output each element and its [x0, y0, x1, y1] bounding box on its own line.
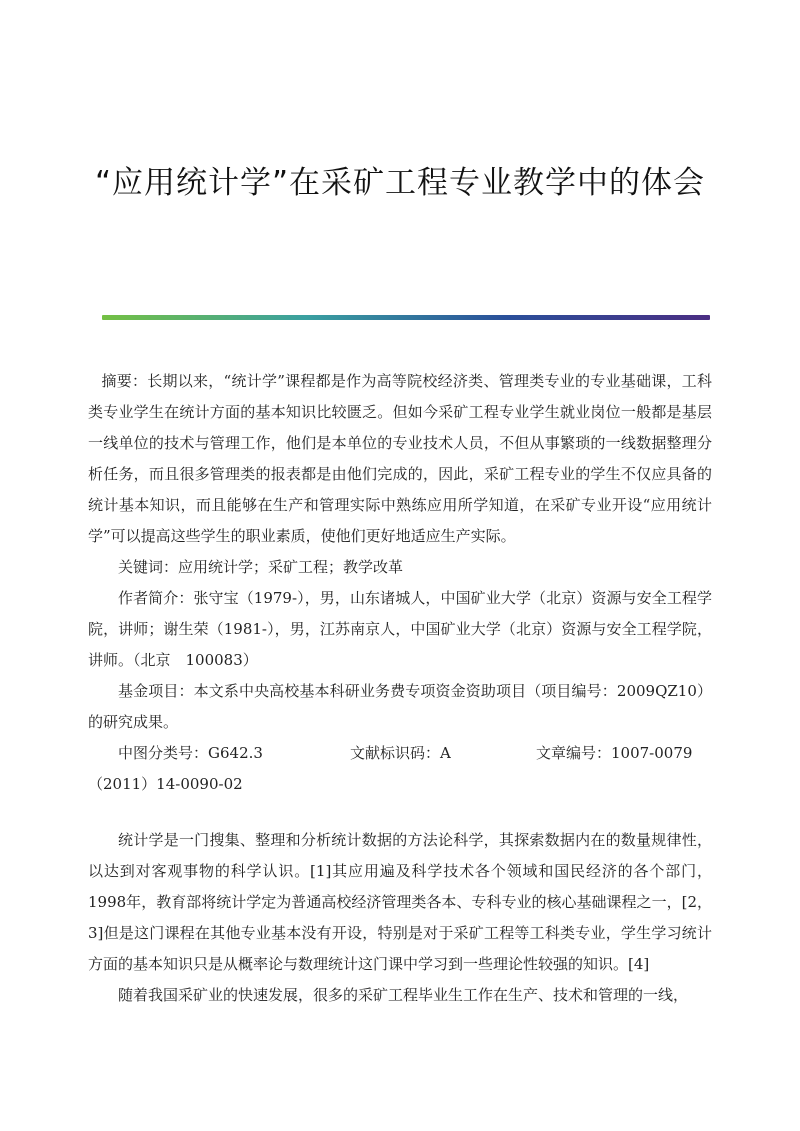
author-info: 作者简介：张守宝（1979-），男，山东诸城人，中国矿业大学（北京）资源与安全工程学院，讲师；谢生荣（1981-），男，江苏南京人，中国矿业大学（北京）资源与安全工程学院，讲师。（北京 100083） — [88, 589, 712, 669]
body-paragraph-1: 统计学是一门搜集、整理和分析统计数据的方法论科学，其探索数据内在的数量规律性，以达到对客观事物的科学认识。[1]其应用遍及科学技术各个领域和国民经济的各个部门，1998年，教育部将统计学定为普通高校经济管理类各本、专科专业的核心基础课程之一，[2，3]但是这门课程在其他专业基本没有开设，特别是对于采矿工程等工科类专业，学生学习统计方面的基本知识只是从概率论与数理统计这门课中学习到一些理论性较强的知识。[4] — [88, 831, 712, 973]
body-paragraph-2: 随着我国采矿业的快速发展，很多的采矿工程毕业生工作在生产、技术和管理的一线， — [118, 986, 689, 1004]
keywords-line: 关键词：应用统计学；采矿工程；教学改革 — [118, 558, 404, 576]
front-matter — [88, 366, 712, 800]
main-body — [88, 825, 712, 1011]
article-number: 文章编号：1007-0079 — [536, 744, 693, 762]
clc-number: 中图分类号：G642.3 — [118, 744, 263, 762]
article-number-continued: （2011）14-0090-02 — [88, 775, 243, 793]
abstract-paragraph: 摘要：长期以来，“统计学”课程都是作为高等院校经济类、管理类专业的专业基础课，工科类专业学生在统计方面的基本知识比较匮乏。但如今采矿工程专业学生就业岗位一般都是基层一线单位的技术与管理工作，他们是本单位的专业技术人员，不但从事繁琐的一线数据整理分析任务，而且很多管理类的报表都是由他们完成的，因此，采矿工程专业的学生不仅应具备的统计基本知识，而且能够在生产和管理实际中熟练应用所学知道，在采矿专业开设“应用统计学”可以提高这些学生的职业素质，使他们更好地适应生产实际。 — [88, 372, 712, 545]
title-divider — [102, 315, 710, 320]
document-title: “应用统计学”在采矿工程专业教学中的体会 — [94, 165, 706, 201]
document-code: 文献标识码：A — [350, 744, 451, 762]
fund-info: 基金项目：本文系中央高校基本科研业务费专项资金资助项目（项目编号：2009QZ10）的研究成果。 — [88, 682, 712, 731]
classification-row — [88, 738, 712, 769]
